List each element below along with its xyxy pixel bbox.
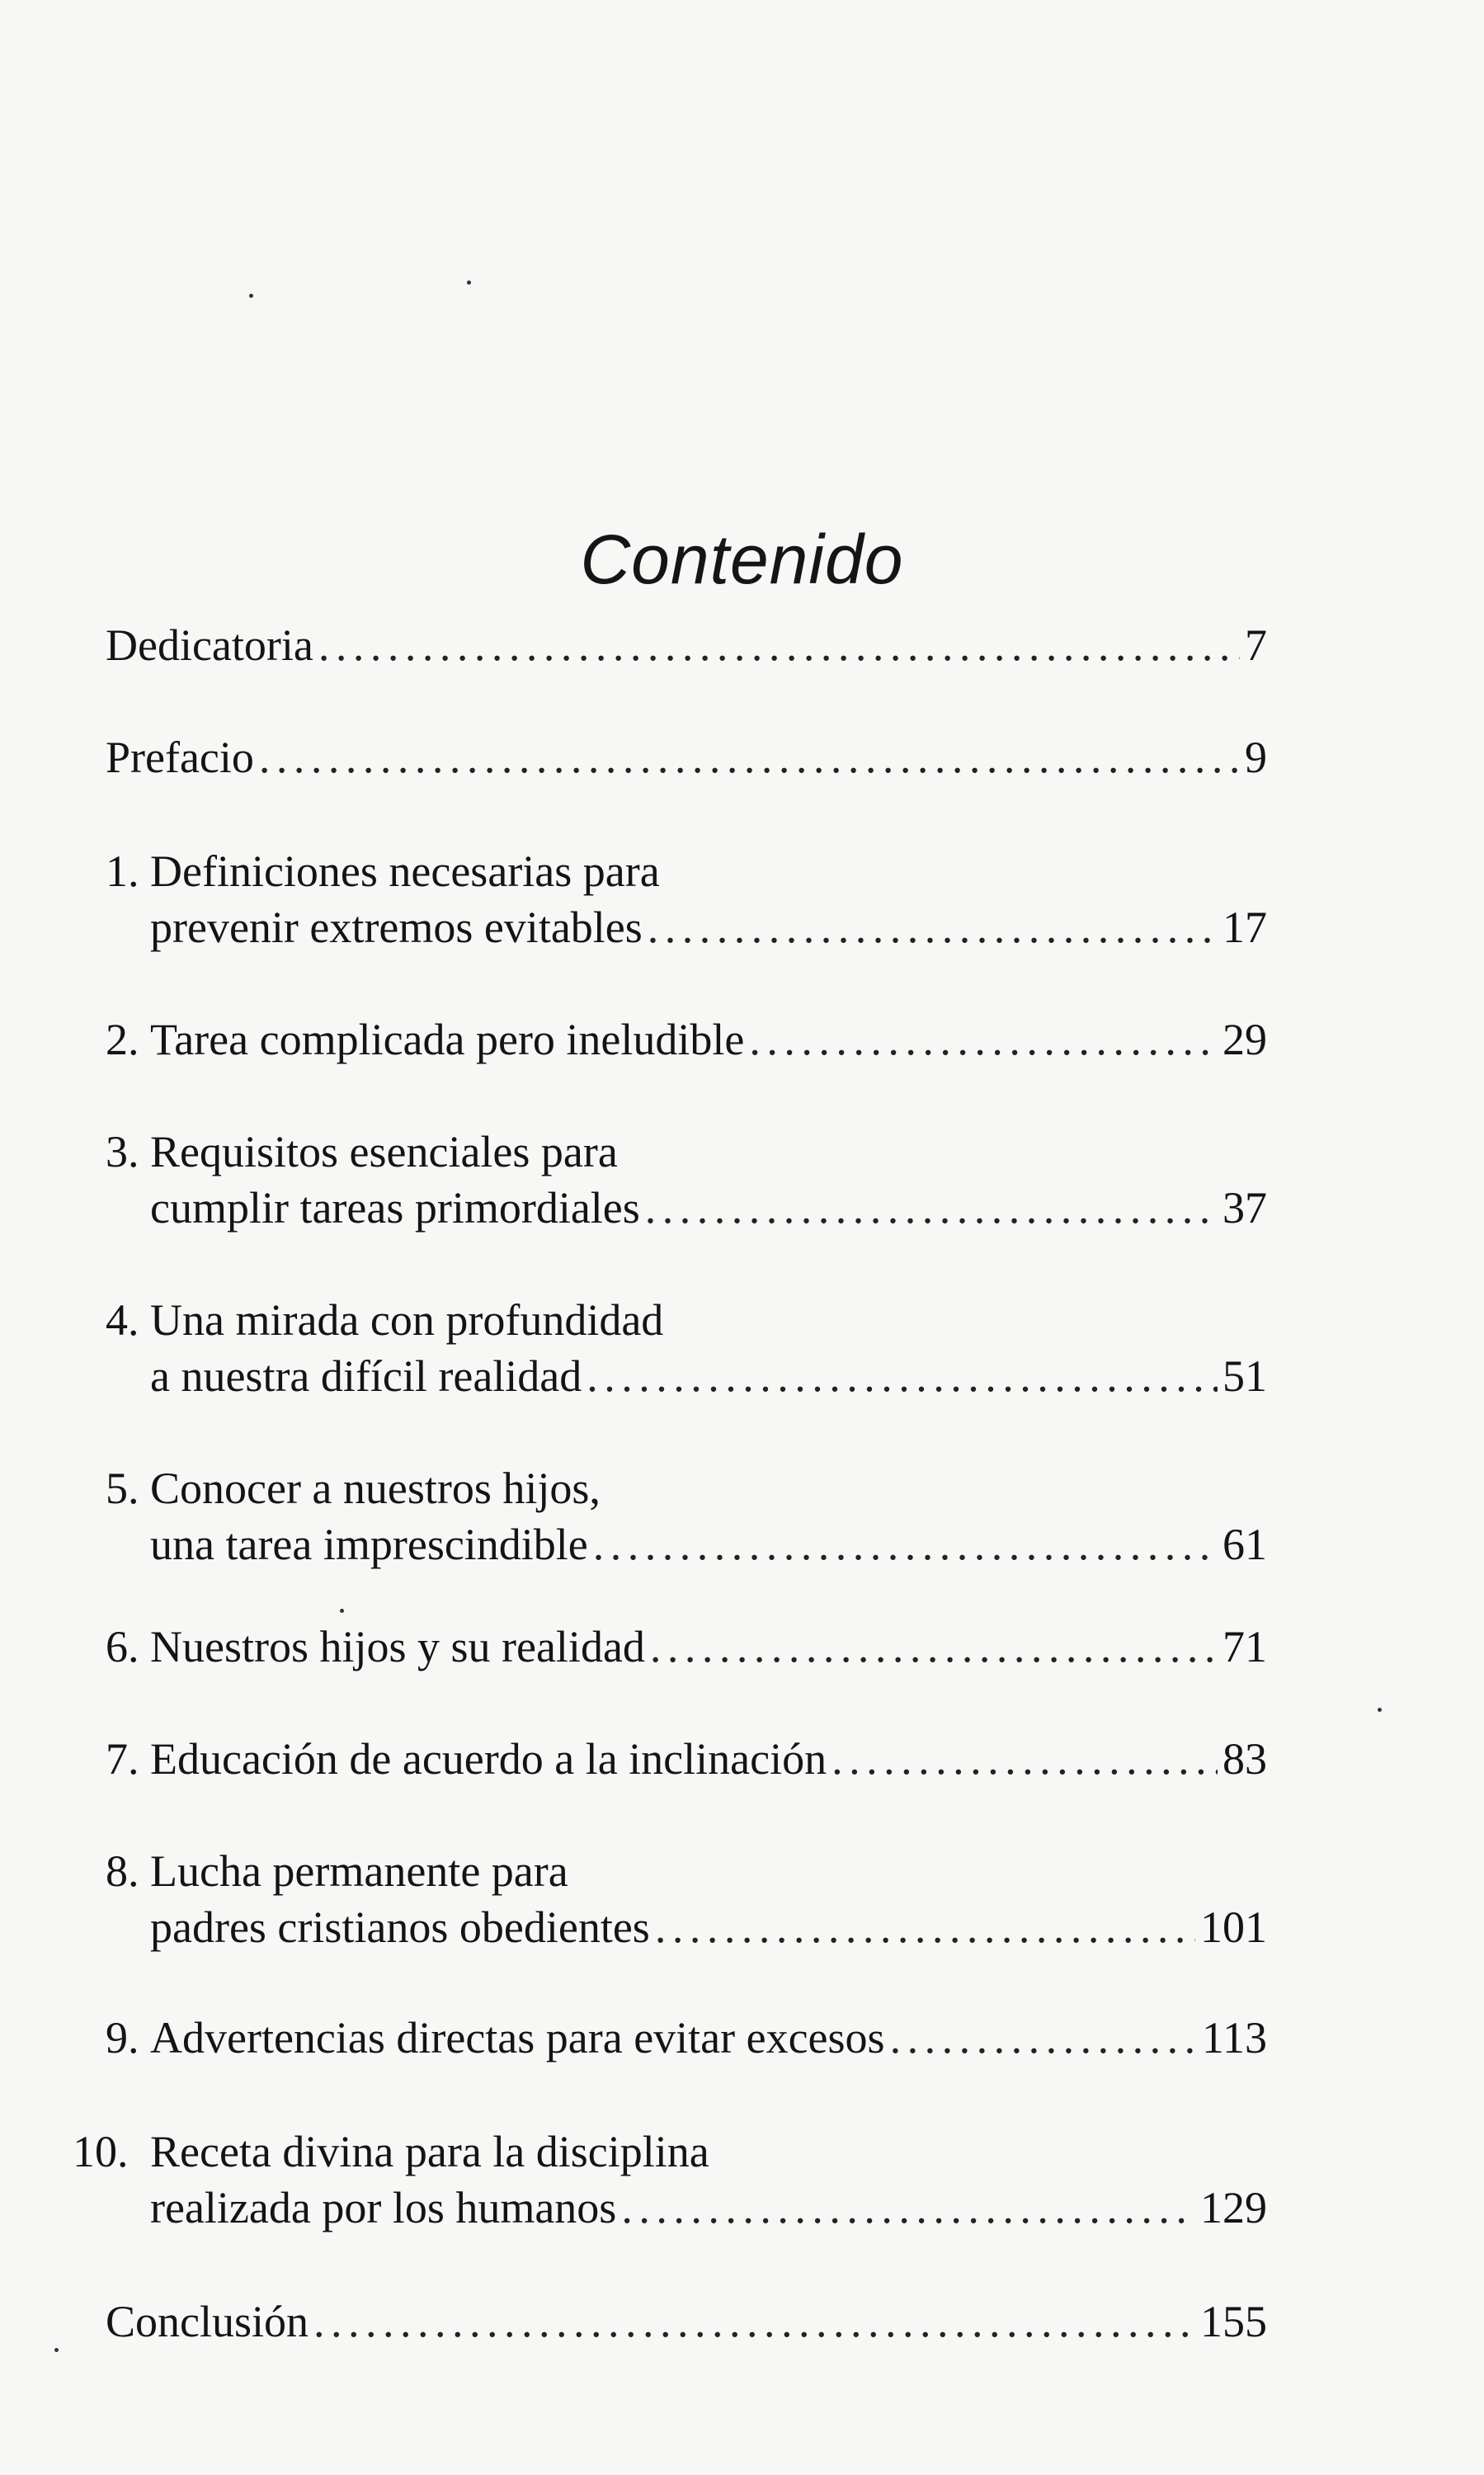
toc-page-number: 51 [1223, 1351, 1267, 1401]
toc-page-number: 29 [1223, 1015, 1267, 1064]
dot-leader [890, 2010, 1197, 2066]
dot-leader [593, 1516, 1218, 1572]
dot-leader [313, 2294, 1195, 2350]
dot-leader [648, 899, 1218, 955]
paper-speck [249, 294, 253, 298]
toc-entry-conclusion[interactable] [106, 2294, 1267, 2350]
toc-entry-title-cont: a nuestra difícil realidad [150, 1351, 582, 1401]
toc-page-number: 37 [1223, 1183, 1267, 1233]
chapter-number: 4. [106, 1295, 139, 1345]
chapter-number: 2. [106, 1015, 139, 1064]
paper-speck [54, 2348, 59, 2352]
toc-entry-title-cont: cumplir tareas primordiales [150, 1183, 640, 1233]
toc-entry-chapter-8[interactable] [106, 1843, 1267, 1955]
toc-page-number: 83 [1223, 1734, 1267, 1784]
paper-speck [1378, 1708, 1382, 1712]
chapter-number: 7. [106, 1734, 139, 1784]
toc-entry-chapter-6[interactable] [106, 1619, 1267, 1675]
page-title: Contenido [580, 521, 904, 598]
toc-entry-title: Conocer a nuestros hijos, [150, 1464, 601, 1513]
toc-entry-dedicatoria[interactable] [106, 617, 1267, 673]
toc-page-number: 155 [1200, 2297, 1267, 2346]
toc-entry-title-cont: una tarea imprescindible [150, 1520, 588, 1569]
toc-entry-title: Prefacio [106, 733, 254, 782]
dot-leader [749, 1011, 1218, 1068]
paper-speck [467, 280, 471, 285]
toc-entry-chapter-10[interactable] [73, 2124, 1267, 2236]
toc-entry-title: Tarea complicada pero ineludible [150, 1015, 745, 1064]
dot-leader [259, 729, 1240, 785]
dot-leader [650, 1619, 1218, 1675]
chapter-number: 3. [106, 1127, 139, 1176]
toc-entry-title: Educación de acuerdo a la inclinación [150, 1734, 827, 1784]
toc-entry-chapter-7[interactable] [106, 1731, 1267, 1787]
dot-leader [621, 2180, 1195, 2236]
chapter-number: 9. [106, 2013, 139, 2062]
toc-entry-title: Lucha permanente para [150, 1846, 568, 1896]
chapter-number: 6. [106, 1622, 139, 1671]
dot-leader [318, 617, 1240, 673]
dot-leader [645, 1180, 1218, 1236]
toc-entry-chapter-4[interactable] [106, 1292, 1267, 1404]
toc-page-number: 101 [1200, 1902, 1267, 1952]
dot-leader [832, 1731, 1218, 1787]
toc-entry-chapter-1[interactable] [106, 843, 1267, 955]
toc-page-number: 7 [1245, 620, 1267, 670]
toc-entry-title-cont: padres cristianos obedientes [150, 1902, 650, 1952]
chapter-number: 8. [106, 1846, 139, 1896]
toc-entry-title: Requisitos esenciales para [150, 1127, 618, 1176]
paper-speck [340, 1609, 344, 1613]
dot-leader [655, 1899, 1195, 1955]
bleed-through-text [66, 355, 1484, 414]
toc-entry-title: Receta divina para la disciplina [150, 2127, 709, 2176]
toc-entry-prefacio[interactable] [106, 729, 1267, 785]
toc-entry-chapter-2[interactable] [106, 1011, 1267, 1068]
toc-entry-title: Conclusión [106, 2297, 309, 2346]
chapter-number: 1. [106, 846, 139, 896]
toc-entry-title: Una mirada con profundidad [150, 1295, 664, 1345]
toc-page-number: 61 [1223, 1520, 1267, 1569]
toc-entry-title: Nuestros hijos y su realidad [150, 1622, 645, 1671]
toc-page-number: 113 [1202, 2013, 1267, 2062]
toc-entry-chapter-9[interactable] [106, 2010, 1267, 2066]
toc-entry-title: Dedicatoria [106, 620, 313, 670]
toc-page-number: 71 [1223, 1622, 1267, 1671]
toc-entry-title-cont: prevenir extremos evitables [150, 903, 643, 952]
dot-leader [587, 1348, 1218, 1404]
toc-entry-title-cont: realizada por los humanos [150, 2183, 617, 2232]
toc-page-number: 9 [1245, 733, 1267, 782]
toc-page-number: 17 [1223, 903, 1267, 952]
chapter-number: 5. [106, 1464, 139, 1513]
chapter-number: 10. [73, 2127, 129, 2176]
toc-entry-chapter-3[interactable] [106, 1124, 1267, 1236]
toc-entry-title: Definiciones necesarias para [150, 846, 660, 896]
toc-page-number: 129 [1200, 2183, 1267, 2232]
toc-entry-title: Advertencias directas para evitar excesos [150, 2013, 885, 2062]
toc-entry-chapter-5[interactable] [106, 1460, 1267, 1572]
